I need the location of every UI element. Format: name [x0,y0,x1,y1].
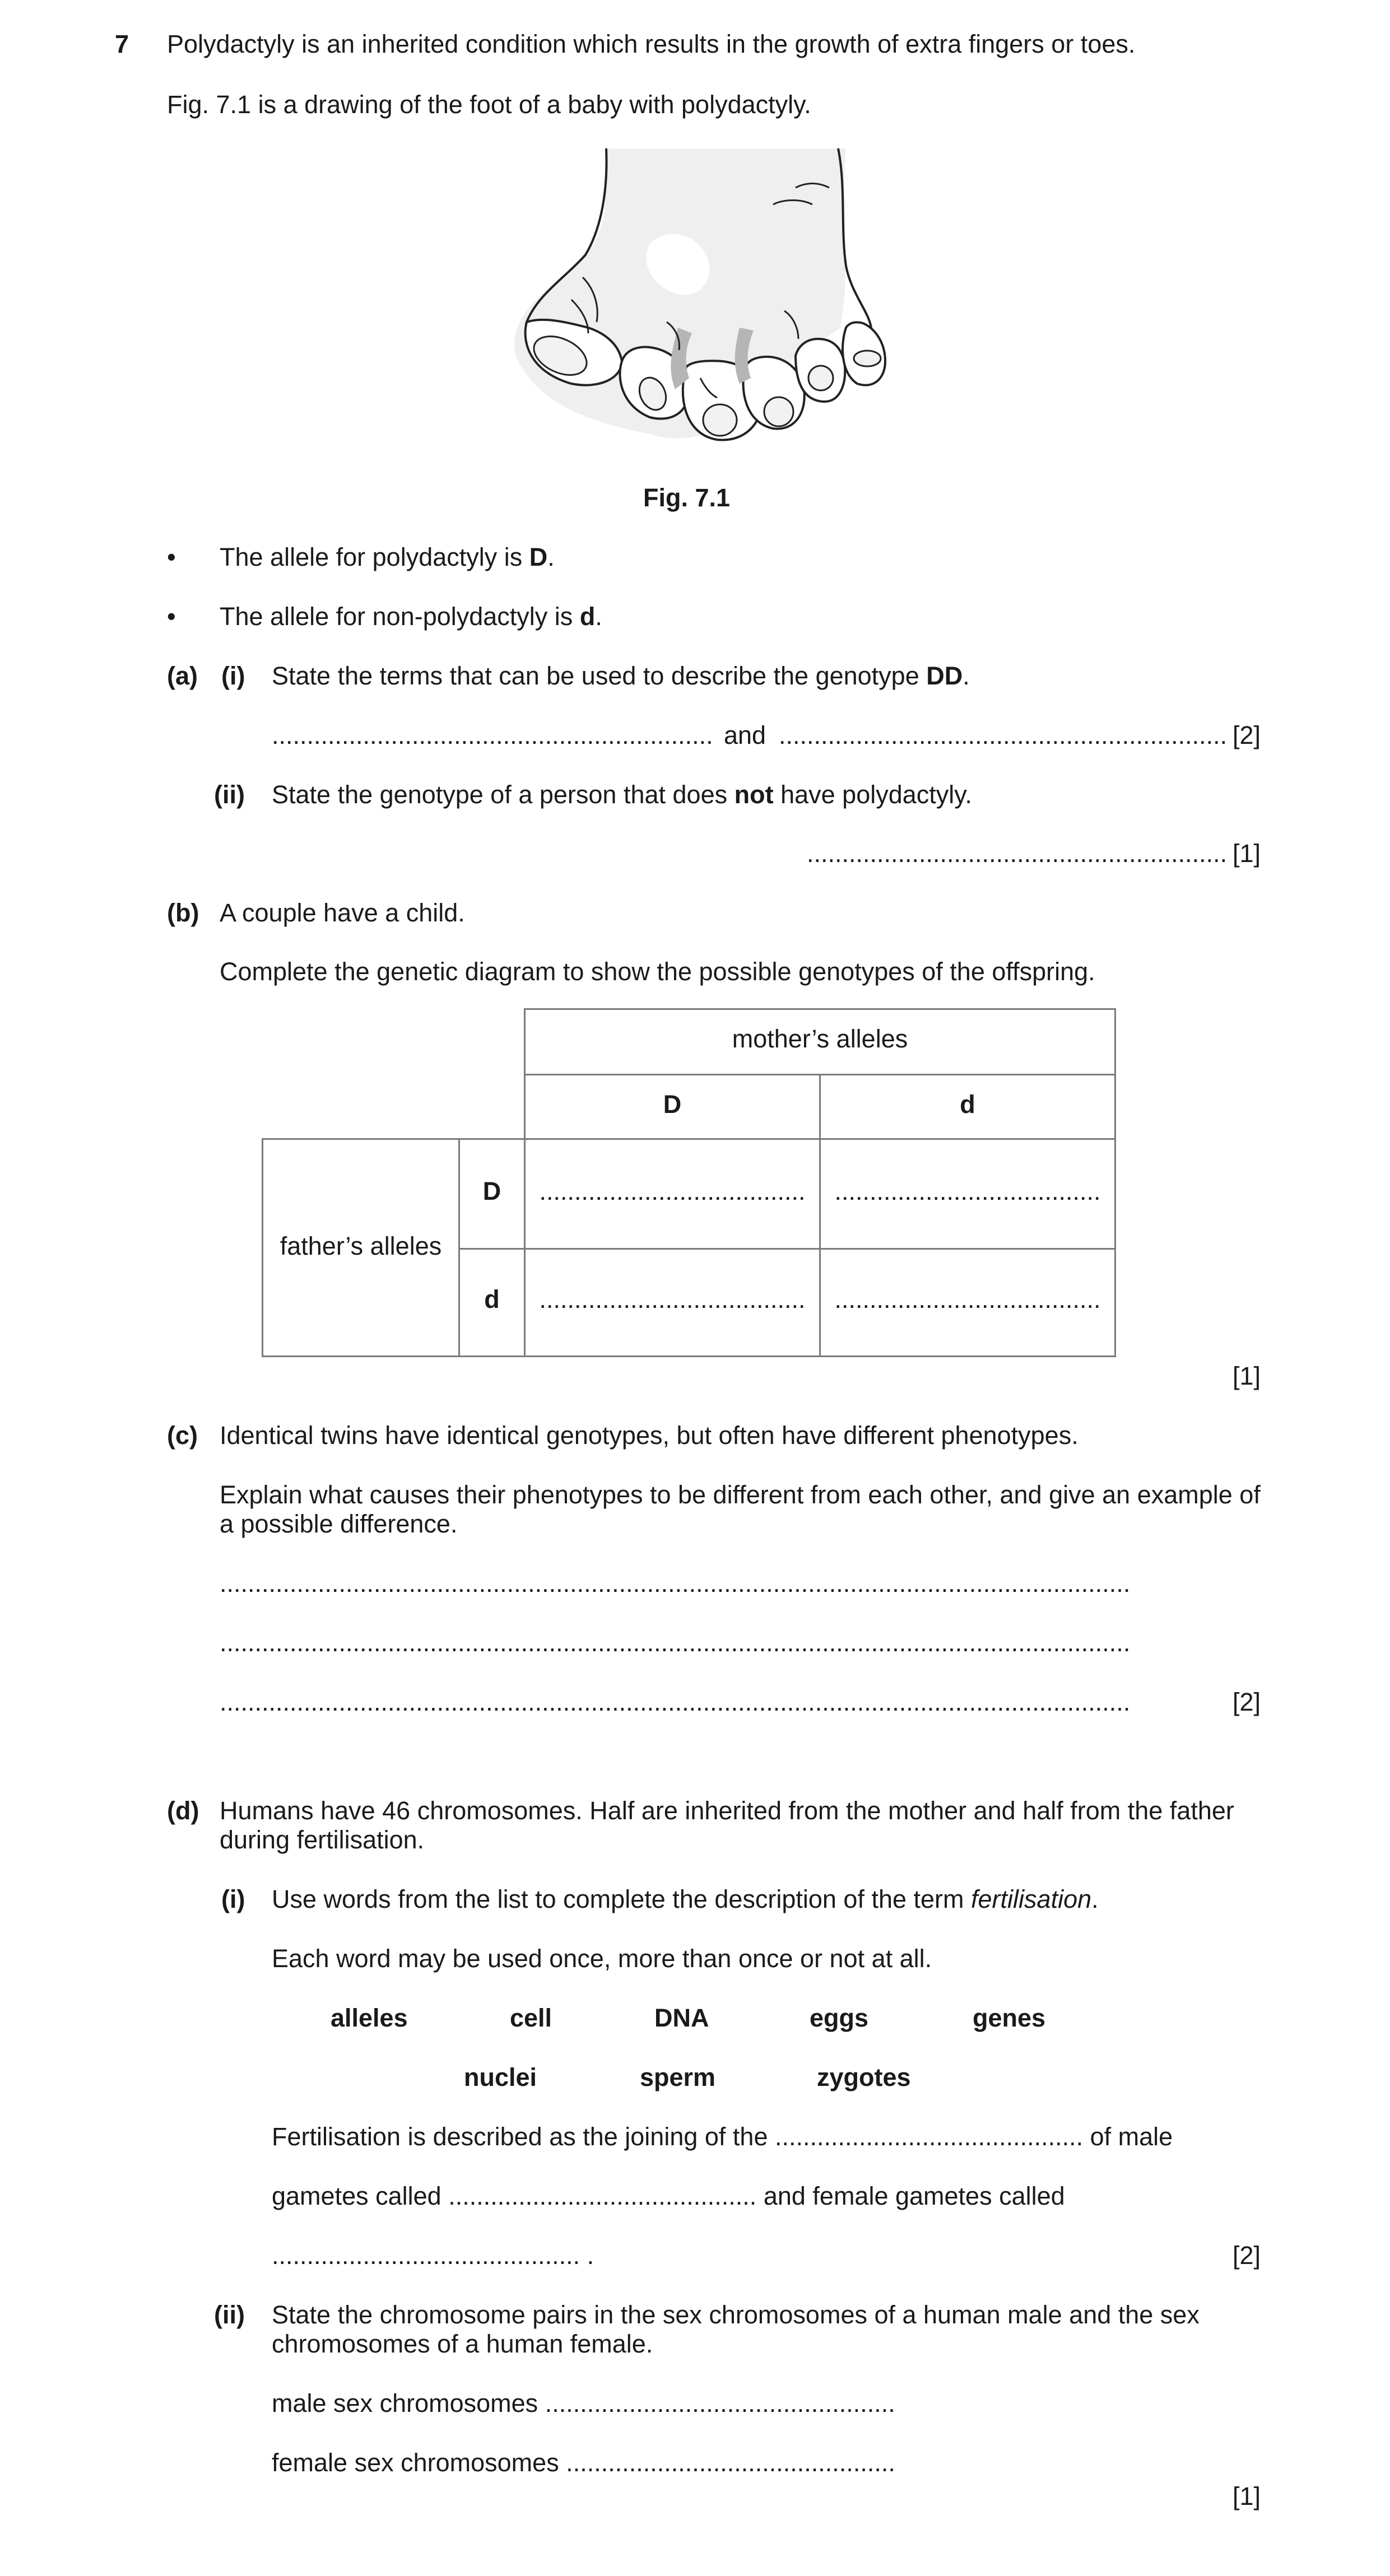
mother-alleles-header: mother’s alleles [732,1024,908,1053]
figure-intro: Fig. 7.1 is a drawing of the foot of a baby with polydactyly. [167,90,811,119]
fertilisation-blank-1[interactable]: ............................................ [775,2122,1084,2151]
part-a-i-marks: [2] [1233,721,1261,749]
female-sex-chromosomes-row: female sex chromosomes ............................................... [272,2448,895,2477]
figure-caption: Fig. 7.1 [643,483,731,512]
part-a-i-question: State the terms that can be used to describe the genotype DD. [272,662,970,690]
part-b-line1: A couple have a child. [220,898,465,927]
question-number: 7 [115,30,129,58]
part-c-line2a: Explain what causes their phenotypes to be different from each other, and give an example of [220,1480,1261,1509]
fertilisation-sentence-1: Fertilisation is described as the joining of the ............................................ of male [272,2122,1173,2151]
part-a-ii-label: (ii) [214,780,245,809]
part-a-i-answer-left[interactable]: ............................................................... [272,721,713,749]
part-a-i-and: and [724,721,766,749]
part-d-i-label: (i) [221,1885,245,1913]
male-sex-chromosomes-row: male sex chromosomes .................................................. [272,2389,895,2417]
word-alleles: alleles [331,2004,408,2032]
fertilisation-sentence-2: gametes called ............................................ and female gametes called [272,2182,1065,2210]
part-a-label: (a) [167,662,198,690]
offspring-cell-Dd-top[interactable]: ...................................... [834,1177,1101,1205]
part-d-i-question: Use words from the list to complete the description of the term fertilisation. [272,1885,1099,1913]
fertilisation-blank-3[interactable]: ............................................ . [272,2241,594,2270]
father-alleles-header: father’s alleles [280,1232,442,1260]
part-b-label: (b) [167,898,199,927]
offspring-cell-dD[interactable]: ...................................... [539,1285,806,1313]
father-allele-d: d [484,1285,500,1313]
male-sex-chromosomes-blank[interactable]: .................................................. [545,2389,895,2417]
bullet-1-text: The allele for polydactyly is D. [220,543,555,571]
question-intro: Polydactyly is an inherited condition which results in the growth of extra fingers or toes. [167,30,1136,58]
word-sperm: sperm [640,2063,716,2091]
female-sex-chromosomes-blank[interactable]: ............................................... [566,2448,895,2477]
part-c-answer-line-2[interactable]: .................................................................................................................................. [220,1628,1131,1657]
bullet-1-marker: • [167,543,176,571]
word-genes: genes [973,2004,1046,2032]
part-b-line2: Complete the genetic diagram to show the possible genotypes of the offspring. [220,957,1095,986]
part-d-ii-line1b: chromosomes of a human female. [272,2330,653,2358]
part-c-line2b: a possible difference. [220,1510,458,1538]
part-a-ii-question: State the genotype of a person that does not have polydactyly. [272,780,972,809]
part-d-ii-marks: [1] [1233,2482,1261,2510]
part-d-i-note: Each word may be used once, more than once or not at all. [272,1944,932,1973]
part-d-label: (d) [167,1796,199,1825]
foot-drawing [482,143,908,456]
word-cell: cell [510,2004,552,2032]
part-a-ii-answer[interactable]: ............................................................ [807,839,1228,868]
word-eggs: eggs [810,2004,869,2032]
word-dna: DNA [654,2004,709,2032]
part-c-line1: Identical twins have identical genotypes, but often have different phenotypes. [220,1421,1078,1450]
word-zygotes: zygotes [817,2063,911,2091]
part-c-label: (c) [167,1421,198,1450]
part-d-i-marks: [2] [1233,2241,1261,2270]
part-a-ii-marks: [1] [1233,839,1261,868]
mother-allele-D: D [663,1090,682,1119]
part-b-marks: [1] [1233,1362,1261,1390]
father-allele-D: D [482,1177,501,1205]
part-c-answer-line-1[interactable]: .................................................................................................................................. [220,1569,1131,1597]
mother-allele-d: d [960,1090,975,1119]
bullet-2-marker: • [167,602,176,631]
part-d-ii-label: (ii) [214,2300,245,2329]
fertilisation-blank-2[interactable]: ............................................ [448,2182,757,2210]
offspring-cell-DD[interactable]: ...................................... [539,1177,806,1205]
part-a-i-answer-right[interactable]: ................................................................ [779,721,1228,749]
word-nuclei: nuclei [464,2063,537,2091]
part-c-answer-line-3[interactable]: .................................................................................................................................. [220,1688,1131,1716]
part-a-i-label: (i) [221,662,245,690]
part-c-marks: [2] [1233,1688,1261,1716]
bullet-2-text: The allele for non-polydactyly is d. [220,602,602,631]
part-d-ii-line1a: State the chromosome pairs in the sex chromosomes of a human male and the sex [272,2300,1200,2329]
offspring-cell-dd[interactable]: ...................................... [834,1285,1101,1313]
part-d-line1b: during fertilisation. [220,1825,425,1854]
part-d-line1a: Humans have 46 chromosomes. Half are inherited from the mother and half from the father [220,1796,1234,1825]
